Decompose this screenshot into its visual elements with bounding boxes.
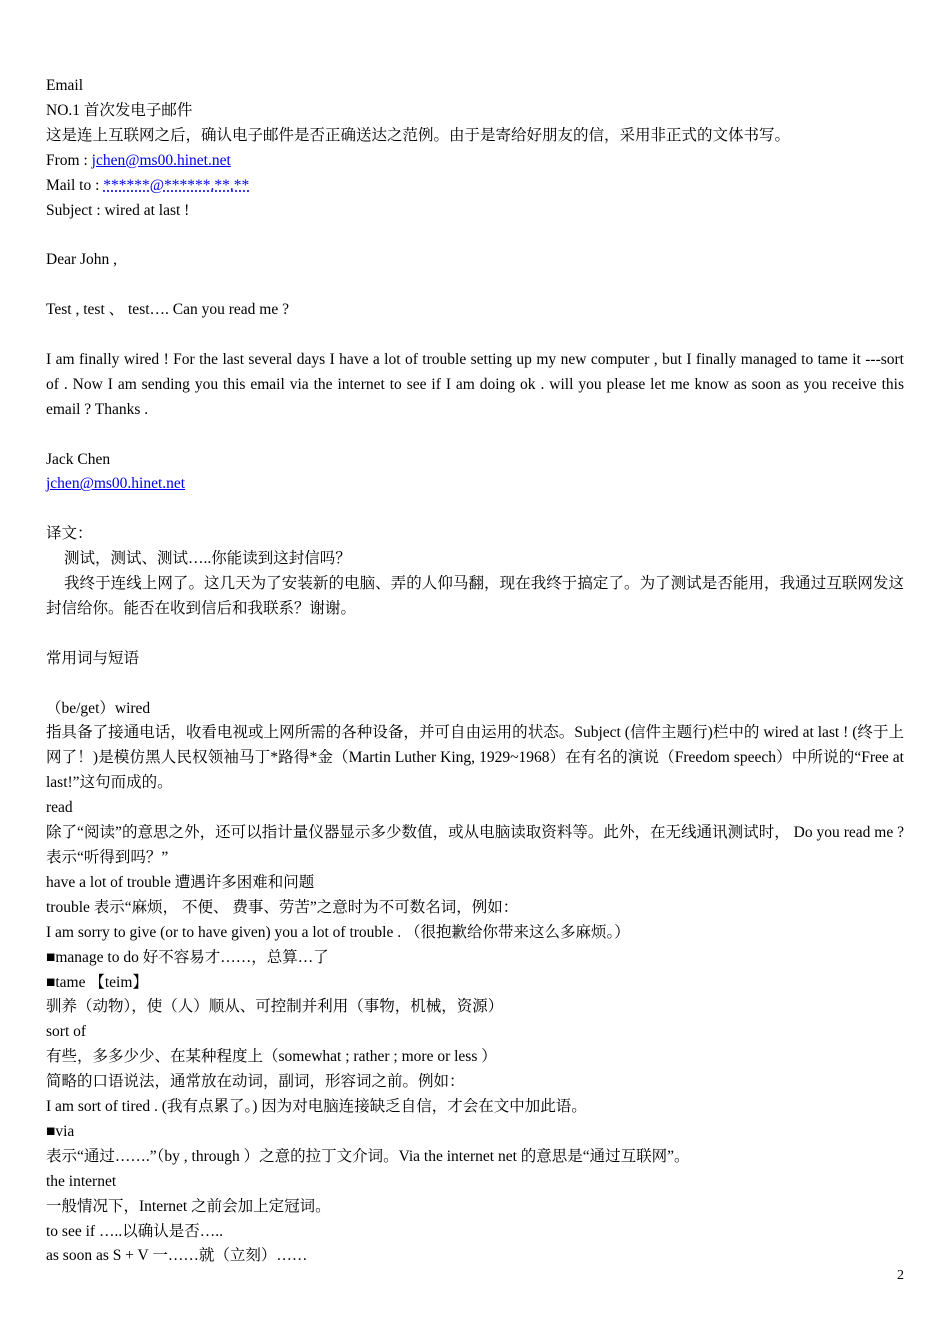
vocab-item: ■tame 【teim】 bbox=[46, 973, 148, 991]
signature-email-link[interactable]: jchen@ms00.hinet.net bbox=[46, 475, 186, 493]
vocab-item: read bbox=[46, 799, 73, 817]
page-number: 2 bbox=[897, 1268, 904, 1283]
spacer bbox=[46, 223, 904, 248]
doc-title: Email bbox=[46, 77, 84, 94]
vocab-item: trouble 表示“麻烦， 不便、 费事、劳苦”之意时为不可数名词，例如： bbox=[46, 898, 519, 916]
vocab-item: 除了“阅读”的意思之外，还可以指计量仪器显示多少数值，或从电脑读取资料等。此外，在无线通讯测试时， Do you read me ? 表示“听得到吗？” bbox=[46, 824, 904, 866]
spacer bbox=[46, 497, 904, 522]
email-subject: Subject : wired at last ! bbox=[46, 201, 190, 219]
vocab-item: 驯养（动物），使（人）顺从、可控制并利用（事物，机械，资源） bbox=[46, 998, 504, 1016]
translation-label: 译文： bbox=[46, 525, 93, 543]
vocab-item: ■via bbox=[46, 1122, 75, 1140]
vocab-item: ■manage to do 好不容易才……，总算…了 bbox=[46, 948, 329, 966]
document-page bbox=[46, 74, 904, 1269]
intro-text: 这是连上互联网之后，确认电子邮件是否正确送达之范例。由于是寄给好朋友的信，采用非正式的文体书写。 bbox=[46, 126, 791, 144]
vocab-item: I am sorry to give (or to have given) you a lot of trouble . （很抱歉给你带来这么多麻烦。） bbox=[46, 923, 630, 941]
spacer bbox=[46, 672, 904, 697]
vocab-item: have a lot of trouble 遭遇许多困难和问题 bbox=[46, 873, 315, 891]
vocab-heading: 常用词与短语 bbox=[46, 649, 140, 667]
vocab-item: the internet bbox=[46, 1172, 117, 1190]
vocab-item: 一般情况下，Internet 之前会加上定冠词。 bbox=[46, 1197, 331, 1215]
to-email-link[interactable]: ******@******.**.** bbox=[103, 176, 250, 194]
email-line-test: Test , test 、 test…. Can you read me ? bbox=[46, 301, 289, 319]
vocab-item: as soon as S + V 一……就（立刻）…… bbox=[46, 1247, 308, 1265]
doc-subtitle: NO.1 首次发电子邮件 bbox=[46, 101, 193, 119]
signature-name: Jack Chen bbox=[46, 450, 111, 468]
vocab-item: sort of bbox=[46, 1023, 87, 1041]
vocab-item: 指具备了接通电话，收看电视或上网所需的各种设备，并可自由运用的状态。Subject (信件主题行)栏中的 wired at last ! (终于上网了！)是模仿黑人民权领袖马丁*路得*金（Martin Luther King, 1929~1968）在有名的演说（Freedom speech）中所说的“Free at last!”这句而成的。 bbox=[46, 724, 904, 792]
spacer bbox=[46, 423, 904, 448]
spacer bbox=[46, 273, 904, 298]
vocab-item: 有些，多多少少、在某种程度上（somewhat ; rather ; more or less ） bbox=[46, 1048, 497, 1066]
email-to-row bbox=[46, 174, 904, 199]
vocab-item: 简略的口语说法，通常放在动词，副词，形容词之前。例如： bbox=[46, 1073, 465, 1091]
email-greeting: Dear John , bbox=[46, 251, 118, 269]
vocab-item: I am sort of tired . (我有点累了。) 因为对电脑连接缺乏自信，才会在文中加此语。 bbox=[46, 1098, 587, 1116]
spacer bbox=[46, 323, 904, 348]
from-label: From : bbox=[46, 151, 88, 169]
to-label: Mail to : bbox=[46, 176, 100, 194]
email-from-row bbox=[46, 149, 904, 174]
vocab-item: （be/get）wired bbox=[46, 699, 151, 717]
vocab-item: to see if …..以确认是否….. bbox=[46, 1222, 223, 1240]
from-email-link[interactable]: jchen@ms00.hinet.net bbox=[91, 151, 231, 169]
spacer bbox=[46, 622, 904, 647]
signature-email-row bbox=[46, 472, 904, 497]
email-body: I am finally wired ! For the last several days I have a lot of trouble setting up my new computer , but I finally managed to tame it ---sort of . Now I am sending you this email via the internet to see if I am doing ok . will you please let me know as soon as you receive this email ? Thanks . bbox=[46, 350, 904, 418]
translation-paragraph: 我终于连线上网了。这几天为了安装新的电脑、弄的人仰马翻，现在我终于搞定了。为了测试是否能用，我通过互联网发这封信给你。能否在收到信后和我联系？谢谢。 bbox=[46, 575, 904, 617]
translation-line1: 测试，测试、测试…..你能读到这封信吗？ bbox=[64, 550, 351, 568]
vocab-item: 表示“通过…….”（by , through ）之意的拉丁文介词。Via the internet net 的意思是“通过互联网”。 bbox=[46, 1147, 690, 1165]
